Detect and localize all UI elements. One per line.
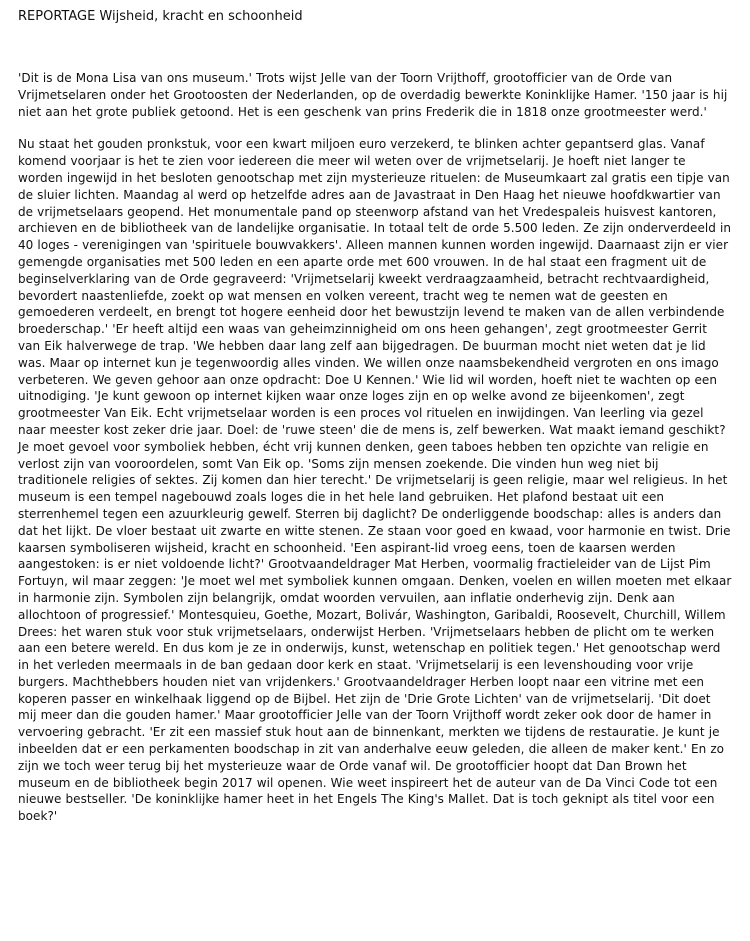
article-paragraph-body: Nu staat het gouden pronkstuk, voor een kwart miljoen euro verzekerd, te blinken achter gepantserd glas. Vanaf komend voorjaar is het te zien voor iedereen die meer wil weten over de vrijmetselarij. Je hoeft niet langer te worden ingewijd in het besloten genootschap met zijn mysterieuze rituelen: de Museumkaart zal gratis een tipje van de sluier lichten. Maandag al werd op hetzelfde adres aan de Javastraat in Den Haag het nieuwe hoofdkwartier van de vrijmetselaars geopend. Het monumentale pand op steenworp afstand van het Vredespaleis huisvest kantoren, archieven en de bibliotheek van de landelijke organisatie. In totaal telt de orde 5.500 leden. Ze zijn onderverdeeld in 40 loges - verenigingen van 'spirituele bouwvakkers'. Alleen mannen kunnen worden ingewijd. Daarnaast zijn er vier gemengde organisaties met 500 leden en een aparte orde met 600 vrouwen. In de hal staat een fragment uit de beginselverklaring van de Orde gegraveerd: 'Vrijmetselarij kweekt verdraagzaamheid, betracht rechtvaardigheid, bevordert naastenliefde, zoekt op wat mensen en volken vereent, tracht weg te nemen wat de geesten en gemoederen verdeelt, en brengt tot hogere eenheid door het bewustzijn levend te maken van de allen verbindende broederschap.' 'Er heeft altijd een waas van geheimzinnigheid om ons heen gehangen', zegt grootmeester Gerrit van Eik halverwege de trap. 'We hebben daar lang zelf aan bijgedragen. De buurman mocht niet weten dat je lid was. Maar op internet kun je tegenwoordig alles vinden. We willen onze naamsbekendheid vergroten en ons imago verbeteren. We geven gehoor aan onze opdracht: Doe U Kennen.' Wie lid wil worden, hoeft niet te wachten op een uitnodiging. 'Je kunt gewoon op internet kijken waar onze loges zijn en op welke avond ze bijeenkomen', zegt grootmeester Van Eik. Echt vrijmetselaar worden is een proces vol rituelen en inwijdingen. Van leerling via gezel naar meester kost zeker drie jaar. Doel: de 'ruwe steen' die de mens is, zelf bewerken. Wat maakt iemand geschikt? Je moet gevoel voor symboliek hebben, écht vrij kunnen denken, geen taboes hebben ten opzichte van religie en verlost zijn van vooroordelen, somt Van Eik op. 'Soms zijn mensen zoekende. Die vinden hun weg niet bij traditionele religies of sektes. Zij komen dan hier terecht.' De vrijmetselarij is geen religie, maar wel religieus. In het museum is een tempel nagebouwd zoals loges die in het hele land gebruiken. Het plafond bestaat uit een sterrenhemel tegen een azuurkleurig gewelf. Sterren bij daglicht? De onderliggende boodschap: alles is anders dan dat het lijkt. De vloer bestaat uit zwarte en witte stenen. Ze staan voor goed en kwaad, voor harmonie en twist. Drie kaarsen symboliseren wijsheid, kracht en schoonheid. 'Een aspirant-lid vroeg eens, toen de kaarsen werden aangestoken: is er niet voldoende licht?' Grootvaandeldrager Mat Herben, voormalig fractieleider van de Lijst Pim Fortuyn, wil maar zeggen: 'Je moet wel met symboliek kunnen omgaan. Denken, voelen en willen moeten met elkaar in harmonie zijn. Symbolen zijn belangrijk, omdat woorden vervuilen, aan inflatie onderhevig zijn. Denk aan allochtoon of progressief.' Montesquieu, Goethe, Mozart, Bolivár, Washington, Garibaldi, Roosevelt, Churchill, Willem Drees: het waren stuk voor stuk vrijmetselaars, onderwijst Herben. 'Vrijmetselaars hebben de plicht om te werken aan een betere wereld. En dus kom je ze in onderwijs, kunst, wetenschap en politiek tegen.' Het genootschap werd in het verleden meermaals in de ban gedaan door kerk en staat. 'Vrijmetselarij is een levenshouding voor vrije burgers. Machthebbers houden niet van vrijdenkers.' Grootvaandeldrager Herben loopt naar een vitrine met een koperen passer en winkelhaak liggend op de Bijbel. Het zijn de 'Drie Grote Lichten' van de vrijmetselarij. 'Dit doet mij meer dan die gouden hamer.' Maar grootofficier Jelle van der Toorn Vrijthoff wordt zeker ook door de hamer in vervoering gebracht. 'Er zit een massief stuk hout aan de binnenkant, merkten we tijdens de restauratie. Je kunt je inbeelden dat er een perkamenten boodschap in zit van anderhalve eeuw geleden, die alleen de maker kent.' En zo zijn we toch weer terug bij het mysterieuze waar de Orde vanaf wil. De grootofficier hoopt dat Dan Brown het museum en de bibliotheek begin 2017 wil openen. Wie weet inspireert het de auteur van de Da Vinci Code tot een nieuwe bestseller. 'De koninklijke hamer heet in het Engels The King's Mallet. Dat is toch geknipt als titel voor een boek?' bbox=[18, 137, 732, 824]
article-title: REPORTAGE Wijsheid, kracht en schoonheid bbox=[18, 9, 303, 24]
article-paragraph-intro: 'Dit is de Mona Lisa van ons museum.' Trots wijst Jelle van der Toorn Vrijthoff, grootofficier van de Orde van Vrijmetselaren onder het Grootoosten der Nederlanden, op de overdadig bewerkte Koninklijke Hamer. '150 jaar is hij niet aan het grote publiek getoond. Het is een geschenk van prins Frederik die in 1818 onze grootmeester werd.' bbox=[18, 71, 728, 119]
